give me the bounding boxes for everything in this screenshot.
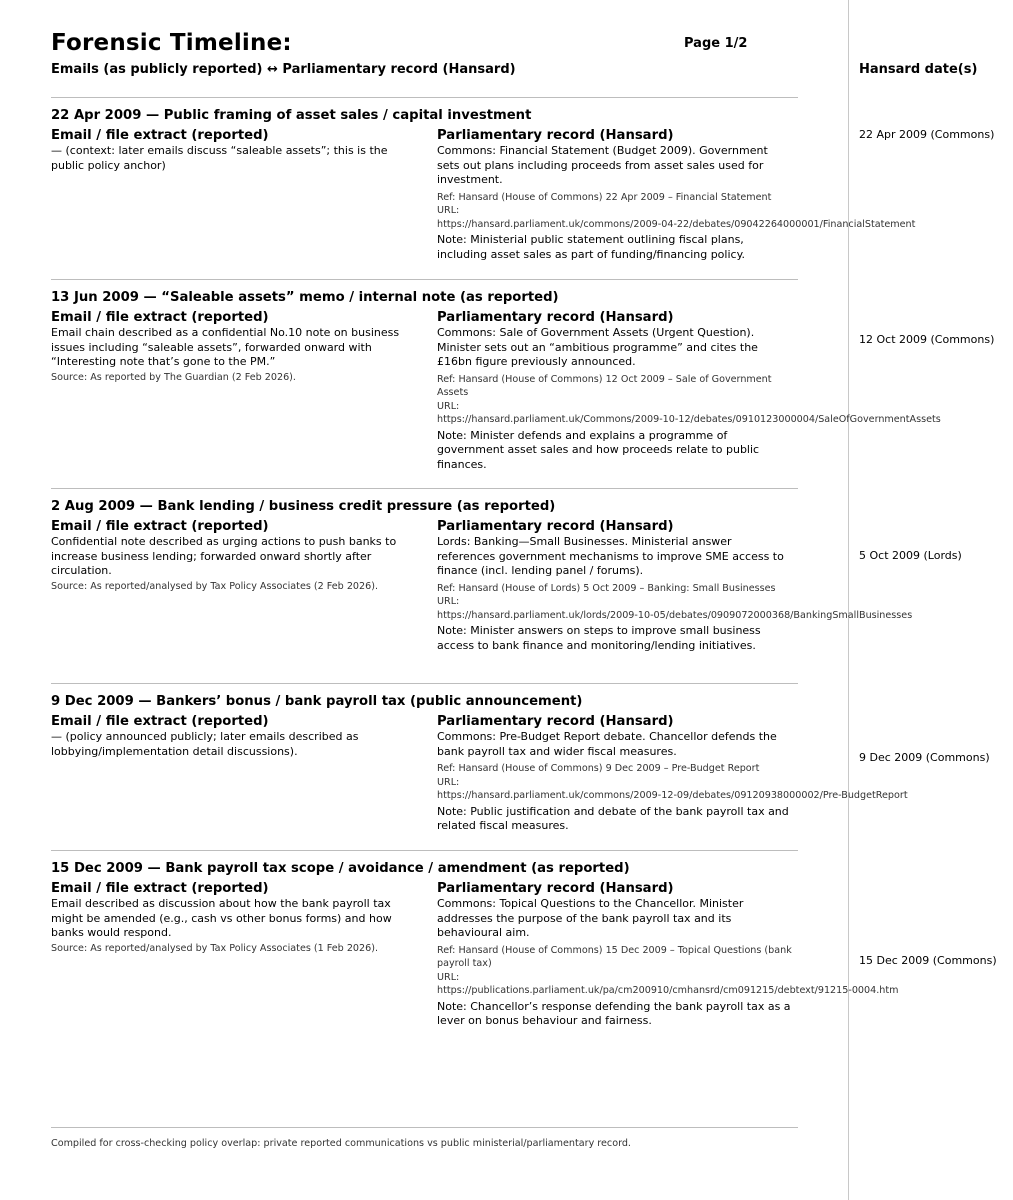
hansard-url[interactable]: https://hansard.parliament.uk/commons/2009-12-09/debates/09120938000002/Pre-BudgetReport	[437, 790, 908, 801]
email-extract-title: Email / file extract (reported)	[51, 714, 269, 729]
email-source: Source: As reported by The Guardian (2 Feb 2026).	[51, 371, 296, 383]
email-source: Source: As reported/analysed by Tax Policy Associates (2 Feb 2026).	[51, 580, 379, 592]
timeline-entry	[51, 97, 916, 261]
entry-heading: 22 Apr 2009 — Public framing of asset sales / capital investment	[51, 108, 532, 123]
hansard-date: 5 Oct 2009 (Lords)	[859, 549, 962, 562]
email-extract-title: Email / file extract (reported)	[51, 881, 269, 896]
hansard-reference: Ref: Hansard (House of Commons) 15 Dec 2009 – Topical Questions (bank payroll tax)	[437, 944, 792, 969]
hansard-date: 15 Dec 2009 (Commons)	[859, 954, 997, 967]
footer-divider	[51, 1127, 798, 1128]
hansard-record-text: Lords: Banking—Small Businesses. Ministerial answer references government mechanisms to improve SME access to finance (incl. lending panel / forums).	[437, 535, 784, 577]
hansard-record-text: Commons: Sale of Government Assets (Urgent Question). Minister sets out an “ambitious programme” and cites the £16bn figure previously announced.	[437, 326, 758, 368]
email-extract-text: Confidential note described as urging actions to push banks to increase business lending; forwarded onward shortly after circulation.	[51, 535, 397, 577]
hansard-record-title: Parliamentary record (Hansard)	[437, 881, 674, 896]
email-extract-title: Email / file extract (reported)	[51, 310, 269, 325]
hansard-record-column	[437, 128, 916, 262]
hansard-record-text: Commons: Topical Questions to the Chancellor. Minister addresses the purpose of the bank payroll tax and its behavioural aim.	[437, 897, 744, 939]
hansard-date: 12 Oct 2009 (Commons)	[859, 333, 995, 346]
email-extract-text: Email described as discussion about how the bank payroll tax might be amended (e.g., cash vs other bonus forms) and how banks would respond.	[51, 897, 392, 939]
email-extract-text: Email chain described as a confidential No.10 note on business issues including “saleable assets”, forwarded onward with “Interesting note that’s gone to the PM.”	[51, 326, 400, 368]
email-extract-column	[51, 128, 421, 173]
hansard-record-column	[437, 714, 908, 834]
entry-heading: 2 Aug 2009 — Bank lending / business credit pressure (as reported)	[51, 499, 556, 514]
hansard-record-title: Parliamentary record (Hansard)	[437, 310, 674, 325]
email-extract-column	[51, 881, 421, 955]
email-extract-text: — (policy announced publicly; later emails described as lobbying/implementation detail discussions).	[51, 730, 359, 758]
entry-heading: 9 Dec 2009 — Bankers’ bonus / bank payroll tax (public announcement)	[51, 694, 583, 709]
entry-heading: 13 Jun 2009 — “Saleable assets” memo / internal note (as reported)	[51, 290, 559, 305]
hansard-reference: Ref: Hansard (House of Lords) 5 Oct 2009 – Banking: Small Businesses	[437, 582, 776, 594]
hansard-note: Note: Chancellor’s response defending the bank payroll tax as a lever on bonus behaviour and fairness.	[437, 999, 791, 1027]
hansard-url[interactable]: https://hansard.parliament.uk/Commons/2009-10-12/debates/0910123000004/SaleOfGovernmentAssets	[437, 414, 941, 425]
url-label: URL:	[437, 596, 460, 607]
hansard-url[interactable]: https://hansard.parliament.uk/commons/2009-04-22/debates/09042264000001/FinancialStatement	[437, 218, 916, 230]
hansard-dates-column-title: Hansard date(s)	[859, 62, 978, 77]
email-extract-column	[51, 714, 421, 759]
hansard-note: Note: Minister defends and explains a programme of government asset sales and how proceeds relate to public finances.	[437, 428, 760, 471]
hansard-record-text: Commons: Pre-Budget Report debate. Chancellor defends the bank payroll tax and wider fiscal measures.	[437, 730, 777, 758]
page-title: Forensic Timeline:	[51, 30, 292, 56]
email-extract-column	[51, 519, 421, 593]
url-label: URL:	[437, 400, 460, 412]
timeline-entry	[51, 683, 908, 832]
email-source: Source: As reported/analysed by Tax Policy Associates (1 Feb 2026).	[51, 942, 379, 954]
email-extract-column	[51, 310, 421, 384]
timeline-entry	[51, 850, 899, 1027]
hansard-url[interactable]: https://publications.parliament.uk/pa/cm200910/cmhansrd/cm091215/debtext/91215-0004.htm	[437, 985, 899, 996]
footer-note: Compiled for cross-checking policy overlap: private reported communications vs public ministerial/parliamentary record.	[51, 1138, 631, 1149]
page-number: Page 1/2	[684, 36, 748, 51]
hansard-record-text: Commons: Financial Statement (Budget 2009). Government sets out plans including proceeds from asset sales used for investment.	[437, 144, 768, 186]
url-label: URL:	[437, 205, 460, 216]
hansard-reference: Ref: Hansard (House of Commons) 9 Dec 2009 – Pre-Budget Report	[437, 763, 760, 774]
hansard-reference: Ref: Hansard (House of Commons) 12 Oct 2009 – Sale of Government Assets	[437, 373, 772, 398]
hansard-url[interactable]: https://hansard.parliament.uk/lords/2009-10-05/debates/0909072000368/BankingSmallBusinesses	[437, 609, 913, 621]
email-extract-title: Email / file extract (reported)	[51, 128, 269, 143]
hansard-note: Note: Public justification and debate of the bank payroll tax and related fiscal measures.	[437, 804, 789, 832]
page-subtitle: Emails (as publicly reported) ↔ Parliamentary record (Hansard)	[51, 62, 516, 77]
hansard-record-title: Parliamentary record (Hansard)	[437, 128, 674, 143]
hansard-record-column	[437, 881, 899, 1029]
hansard-date: 22 Apr 2009 (Commons)	[859, 128, 995, 141]
hansard-record-title: Parliamentary record (Hansard)	[437, 519, 674, 534]
email-extract-text: — (context: later emails discuss “saleable assets”; this is the public policy anchor)	[51, 144, 388, 172]
hansard-note: Note: Minister answers on steps to improve small business access to bank finance and monitoring/lending initiatives.	[437, 624, 761, 652]
url-label: URL:	[437, 971, 460, 983]
hansard-note: Note: Ministerial public statement outlining fiscal plans, including asset sales as part of funding/financing policy.	[437, 233, 746, 261]
entry-heading: 15 Dec 2009 — Bank payroll tax scope / avoidance / amendment (as reported)	[51, 861, 630, 876]
hansard-record-title: Parliamentary record (Hansard)	[437, 714, 674, 729]
email-extract-title: Email / file extract (reported)	[51, 519, 269, 534]
url-label: URL:	[437, 776, 460, 788]
hansard-date: 9 Dec 2009 (Commons)	[859, 751, 990, 764]
hansard-reference: Ref: Hansard (House of Commons) 22 Apr 2009 – Financial Statement	[437, 191, 772, 203]
